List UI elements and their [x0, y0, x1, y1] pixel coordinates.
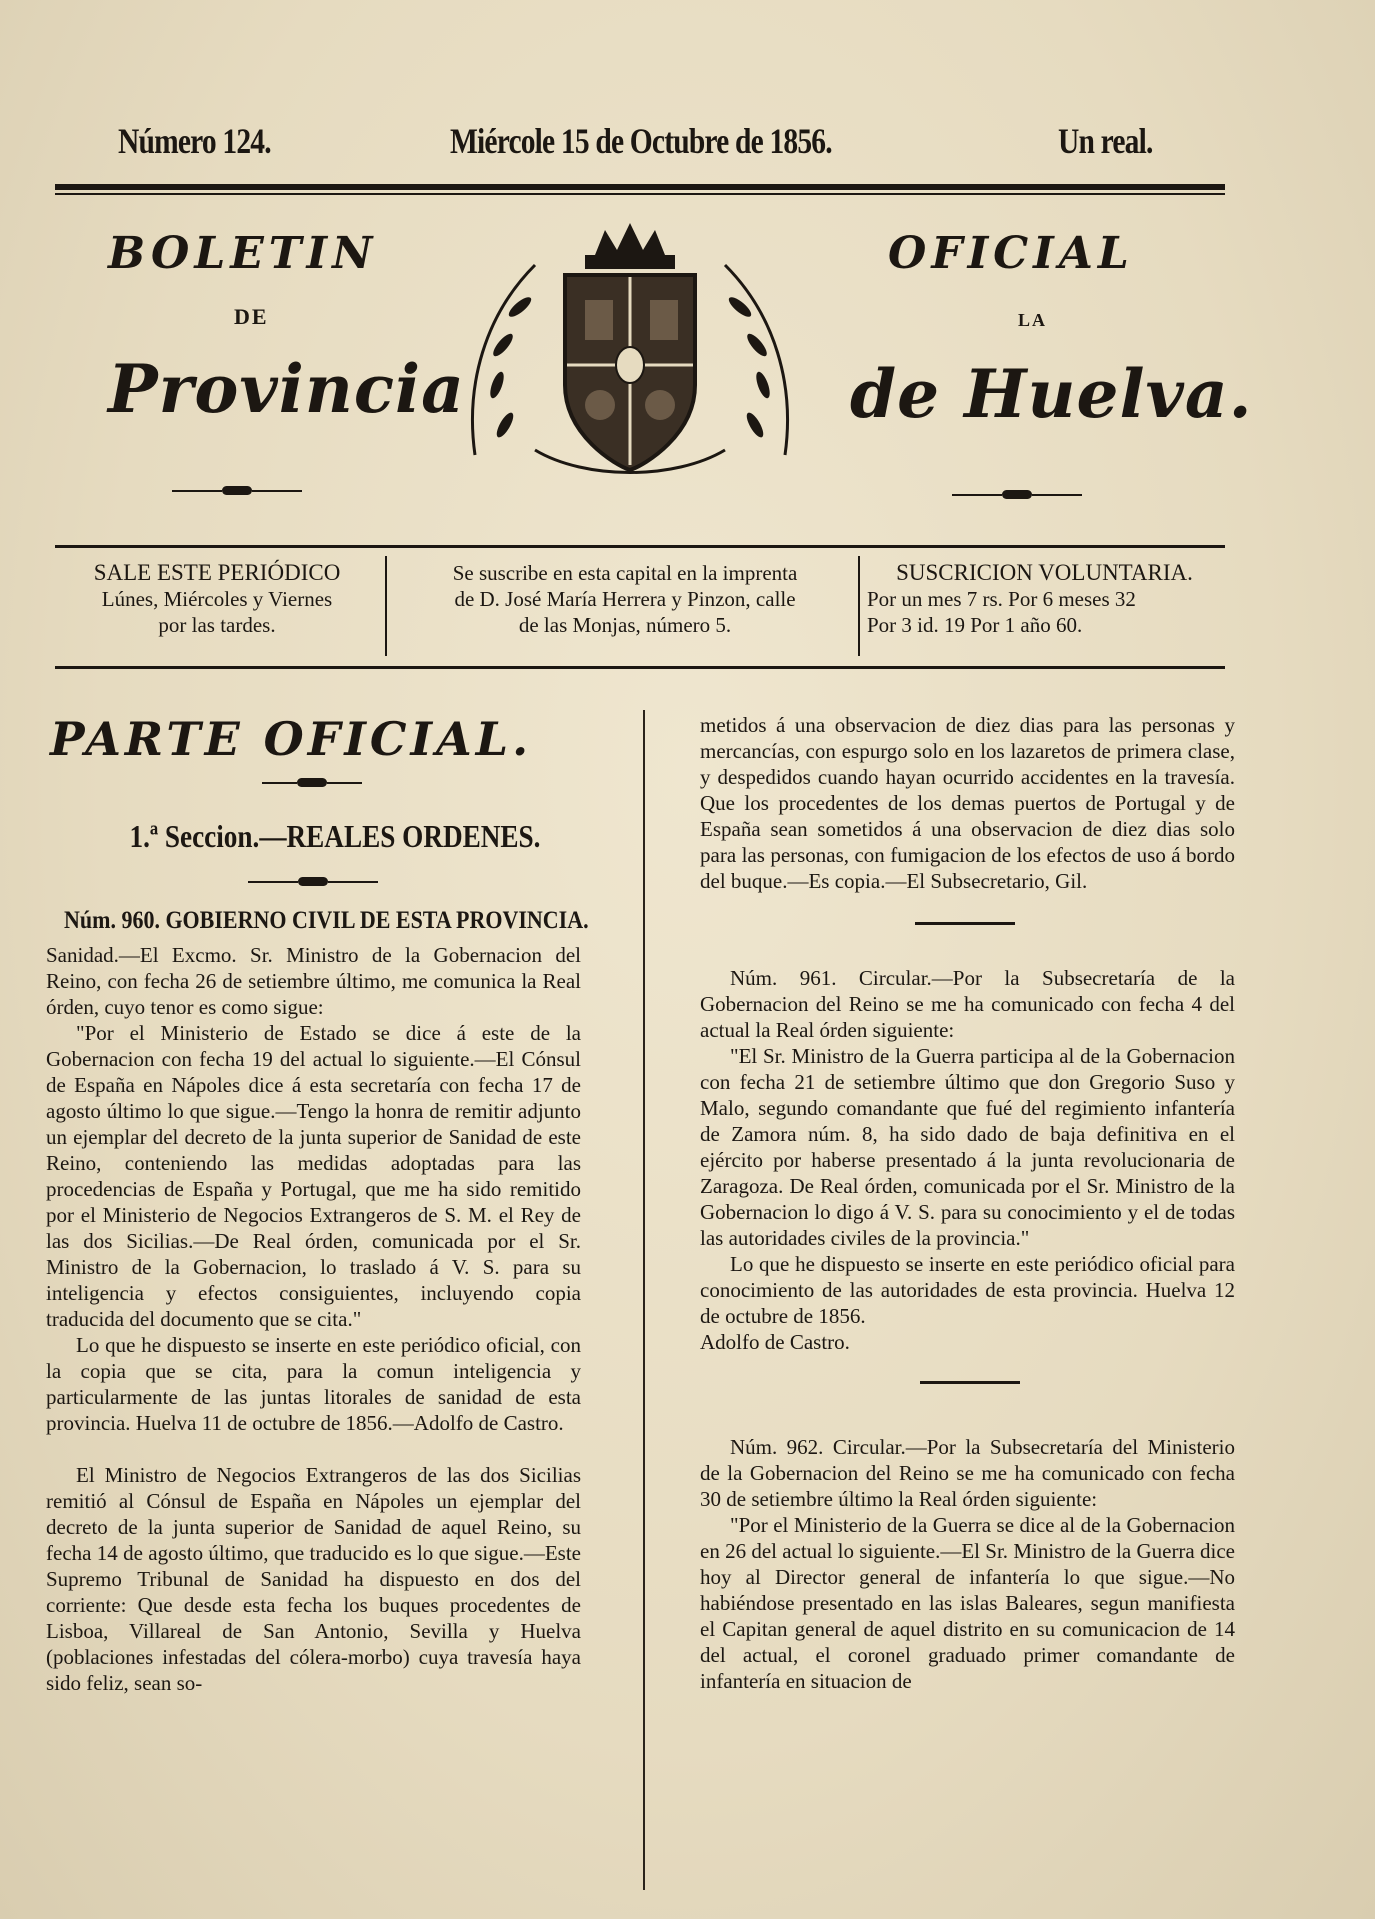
- box-divider: [385, 556, 387, 656]
- coat-of-arms-emblem: [445, 215, 815, 490]
- item-960-decree: El Ministro de Negocios Extrangeros de las dos Sicilias remitió al Cónsul de España en Nápoles un ejemplar del decreto de la junta superior de Sanidad de aquel Reino, su fecha 14 de agosto último, que traducido es lo que sigue.—Este Supremo Tribunal de Sanidad ha dispuesto en dos del corriente: Que desde esta fecha los buques procedentes de Lisboa, Villareal de San Antonio, Sevilla y Huelva (poblaciones infestadas del cólera-morbo) cuya travesía haya sido feliz, sean so-: [46, 1463, 581, 1695]
- title-oficial: OFICIAL: [888, 228, 1134, 279]
- masthead-rule: [55, 184, 1225, 190]
- separator-rule: [915, 922, 1015, 925]
- issue-price: Un real.: [1058, 121, 1153, 161]
- title-la: LA: [1018, 310, 1048, 330]
- item-960-body: "Por el Ministerio de Estado se dice á este de la Gobernacion con fecha 19 del actual lo siguiente.—El Cónsul de España en Nápoles dice á esta secretaría con fecha 17 de agosto último lo que sigue.—Tengo la honra de remitir adjunto un ejemplar del decreto de la junta superior de Sanidad de este Reino, conteniendo las medidas adoptadas para las procedencias de España y Portugal, que me ha sido remitido por el Ministerio de Negocios Extrangeros de S. M. el Rey de las dos Sicilias.—De Real órden, comunicada por el Sr. Ministro de la Gobernacion, lo traslado á V. S. para su inteligencia y efectos consiguientes, incluyendo copia traducida del documento que se cita.": [46, 1021, 581, 1331]
- title-boletin: BOLETIN: [108, 228, 378, 279]
- title-de: DE: [234, 304, 269, 329]
- item-960-closing: Lo que he dispuesto se inserte en este periódico oficial, con la copia que se cita, para la comun inteligencia y particularmente de las juntas litorales de sanidad de esta provincia. Huelva 11 de octubre de 1856.—Adolfo de Castro.: [46, 1333, 581, 1435]
- separator-rule: [920, 1381, 1020, 1384]
- item-960-heading: Núm. 960. GOBIERNO CIVIL DE ESTA PROVINCIA.: [64, 907, 589, 934]
- item-960-intro: Sanidad.—El Excmo. Sr. Ministro de la Gobernacion del Reino, con fecha 26 de setiembre último, me comunica la Real órden, cuyo tenor es como sigue:: [46, 943, 581, 1019]
- issue-date: Miércole 15 de Octubre de 1856.: [450, 121, 832, 161]
- decree-continuation: metidos á una observacion de diez dias para las personas y mercancías, con espurgo solo en los lazaretos de primera clase, y despedidos cuando hayan ocurrido accidentes en la travesía. Que los procedentes de los demas puertos de Portugal y de España sean sometidos á una observacion de diez dias solo para las personas, con fumigacion de los efectos de uso á bordo del buque.—Es copia.—El Subsecretario, Gil.: [700, 713, 1235, 893]
- subsection-heading: 1.ª Seccion.—REALES ORDENES.: [129, 818, 541, 854]
- box-divider: [858, 556, 860, 656]
- issue-number: Número 124.: [118, 121, 271, 161]
- ornament-right: [952, 488, 1082, 502]
- item-961-closing: Lo que he dispuesto se inserte en este periódico oficial para conocimiento de las autoridades de esta provincia. Huelva 12 de octubre de 1856.: [700, 1252, 1235, 1328]
- item-962-body: "Por el Ministerio de la Guerra se dice al de la Gobernacion en 26 del actual lo siguiente.—El Sr. Ministro de la Guerra dice hoy al Director general de infantería lo que sigue.—No habiéndose presentado en las islas Baleares, segun manifiesta el Capitan general de aquel distrito en su comunicacion de 14 del actual, el coronel graduado primer comandante de infantería en situacion de: [700, 1513, 1235, 1693]
- item-962-heading: Núm. 962. Circular.—Por la Subsecretaría del Ministerio de la Gobernacion del Reino se me ha comunicado con fecha 30 de setiembre último la Real órden siguiente:: [700, 1435, 1235, 1511]
- section-title: PARTE OFICIAL.: [50, 712, 533, 766]
- subscription-info-box: [55, 545, 1225, 669]
- masthead-rule-thin: [55, 193, 1225, 195]
- ornament-subsection: [248, 875, 378, 889]
- subscription-prices: SUSCRICION VOLUNTARIA. Por un mes 7 rs. Por 6 meses 32 Por 3 id. 19 Por 1 año 60.: [867, 560, 1193, 637]
- right-column-text: [700, 712, 1235, 1694]
- left-column-text: [46, 907, 589, 1696]
- item-961-heading: Núm. 961. Circular.—Por la Subsecretaría de la Gobernacion del Reino se me ha comunicado con fecha 4 del actual la Real órden siguiente:: [700, 966, 1235, 1042]
- ornament-left: [172, 484, 302, 498]
- title-provincia: Provincia: [108, 350, 465, 428]
- title-de-huelva: de Huelva.: [850, 355, 1253, 433]
- ornament-section: [262, 776, 362, 790]
- subscription-address: Se suscribe en esta capital en la imprenta de D. José María Herrera y Pinzon, calle de las Monjas, número 5.: [452, 561, 798, 637]
- column-divider: [643, 710, 645, 1890]
- item-961-body: "El Sr. Ministro de la Guerra participa al de la Gobernacion con fecha 21 de setiembre último que don Gregorio Suso y Malo, segundo comandante que fué del regimiento infantería de Zamora núm. 8, ha sido dado de baja definitiva en el ejército por haberse presentado á la junta revolucionaria de Zaragoza. De Real órden, comunicada por el Sr. Ministro de la Gobernacion lo digo á V. S. para su conocimiento y el de todas las autoridades civiles de la provincia.": [700, 1044, 1235, 1250]
- item-961-signature: Adolfo de Castro.: [700, 1330, 850, 1354]
- publication-schedule: SALE ESTE PERIÓDICO Lúnes, Miércoles y Viernes por las tardes.: [93, 560, 341, 637]
